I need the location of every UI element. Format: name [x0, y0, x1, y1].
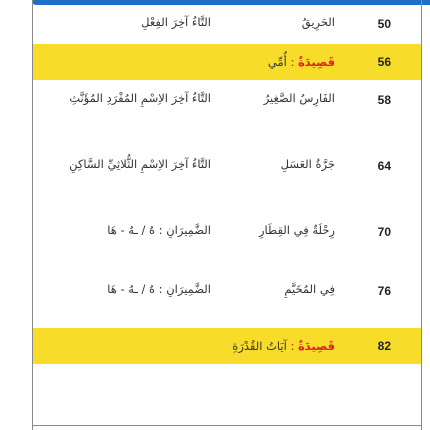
poem-title: أُمِّي [267, 55, 287, 69]
page-number: 82 [377, 339, 391, 353]
poem-entry: قَصِيدَةٌ : أُمِّي [267, 55, 335, 69]
table-row [33, 150, 421, 190]
table-row [33, 274, 421, 314]
lesson-title: رِحْلَةٌ فِي القِطَارِ [258, 223, 335, 237]
table-row [33, 216, 421, 256]
page-number: 70 [377, 225, 391, 239]
lesson-topic: الضَّمِيرَانِ : هُ / ـهُ - هَا [107, 223, 211, 237]
poem-title: آيَاتُ القُدْرَةِ [232, 339, 287, 353]
lesson-title: جَرَّةُ العَسَلِ [280, 157, 335, 171]
lesson-topic: التَّاءُ آخِرَ الاِسْمِ الثُّلاثِيِّ السَّاكِنِ [69, 157, 211, 171]
lesson-title: الحَرِيقُ [301, 15, 335, 29]
page-number: 50 [377, 17, 391, 31]
table-row [33, 84, 421, 128]
table-row [33, 7, 421, 41]
lesson-topic: التَّاءُ آخِرَ الفِعْلِ [141, 15, 211, 29]
header-band [0, 0, 430, 7]
poem-label: قَصِيدَةٌ [298, 55, 335, 69]
lesson-title: فِي المُخَيَّمِ [284, 282, 335, 296]
poem-label: قَصِيدَةٌ [298, 339, 335, 353]
table-row-poem [33, 44, 421, 80]
right-border [421, 0, 422, 430]
page-number: 58 [377, 93, 391, 107]
lesson-topic: الضَّمِيرَانِ : هُ / ـهُ - هَا [107, 282, 211, 296]
header-blue-bar [32, 0, 430, 5]
page-number: 76 [377, 284, 391, 298]
table-row-poem [33, 328, 421, 364]
page-number: 64 [377, 159, 391, 173]
poem-entry: قَصِيدَةٌ : آيَاتُ القُدْرَةِ [232, 339, 335, 353]
bottom-border [32, 425, 422, 426]
lesson-title: الفَارِسُ الصَّغِيرُ [263, 91, 335, 105]
page-number: 56 [377, 55, 391, 69]
lesson-topic: التَّاءُ آخِرَ الاِسْمِ المُفْرَدِ المُؤَنَّثِ [69, 91, 211, 105]
